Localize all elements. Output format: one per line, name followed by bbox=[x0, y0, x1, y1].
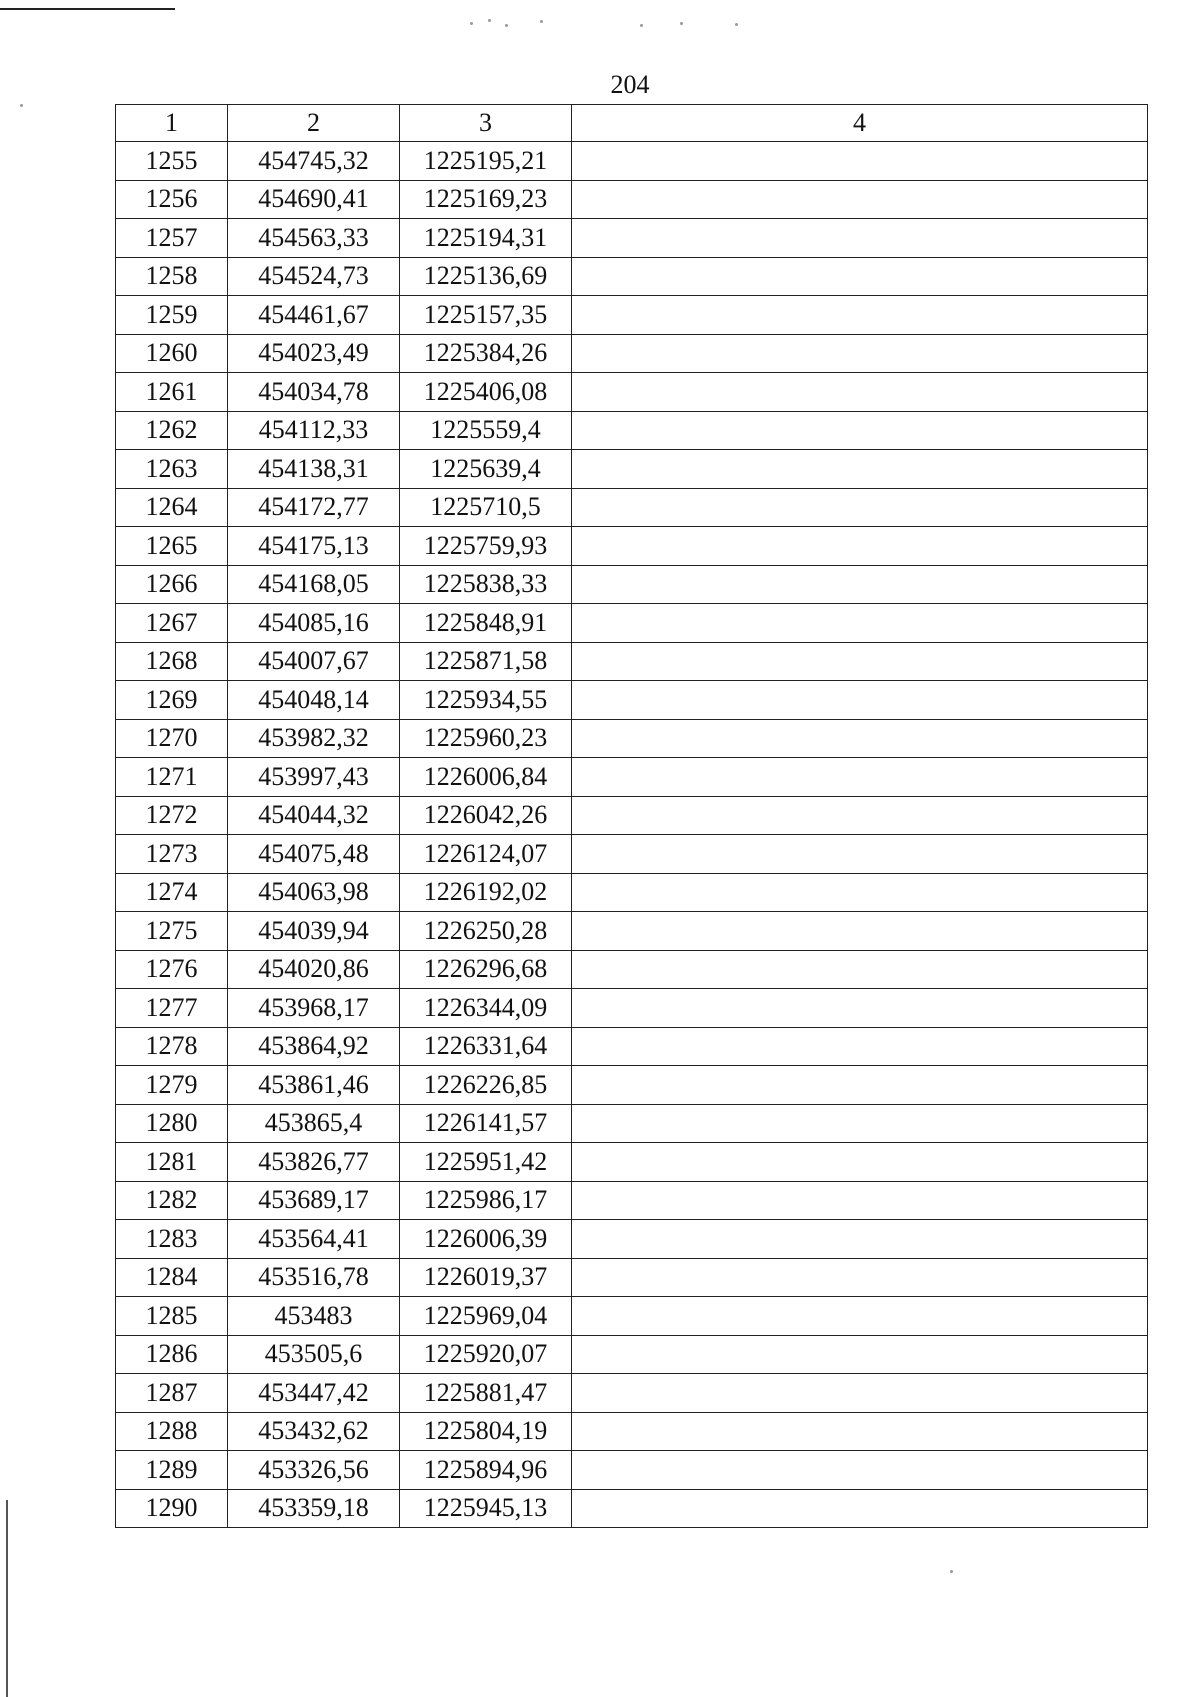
x-coordinate-cell: 454690,41 bbox=[228, 180, 400, 219]
table-row bbox=[116, 1374, 1148, 1413]
y-coordinate-cell: 1225195,21 bbox=[400, 142, 572, 181]
point-number-cell: 1265 bbox=[116, 527, 228, 566]
y-coordinate-cell: 1225710,5 bbox=[400, 488, 572, 527]
point-number-cell: 1272 bbox=[116, 796, 228, 835]
y-coordinate-cell: 1226192,02 bbox=[400, 873, 572, 912]
note-cell bbox=[572, 912, 1148, 951]
y-coordinate-cell: 1225169,23 bbox=[400, 180, 572, 219]
table-header-row bbox=[116, 105, 1148, 142]
note-cell bbox=[572, 1335, 1148, 1374]
note-cell bbox=[572, 1297, 1148, 1336]
coordinates-table bbox=[115, 104, 1148, 1528]
table-row bbox=[116, 373, 1148, 412]
y-coordinate-cell: 1225838,33 bbox=[400, 565, 572, 604]
scan-speck bbox=[640, 24, 643, 27]
y-coordinate-cell: 1225920,07 bbox=[400, 1335, 572, 1374]
y-coordinate-cell: 1225934,55 bbox=[400, 681, 572, 720]
x-coordinate-cell: 454007,67 bbox=[228, 642, 400, 681]
x-coordinate-cell: 454020,86 bbox=[228, 950, 400, 989]
scan-speck bbox=[505, 24, 508, 27]
point-number-cell: 1282 bbox=[116, 1181, 228, 1220]
table-row bbox=[116, 1335, 1148, 1374]
point-number-cell: 1266 bbox=[116, 565, 228, 604]
x-coordinate-cell: 454112,33 bbox=[228, 411, 400, 450]
y-coordinate-cell: 1225951,42 bbox=[400, 1143, 572, 1182]
point-number-cell: 1268 bbox=[116, 642, 228, 681]
point-number-cell: 1259 bbox=[116, 296, 228, 335]
x-coordinate-cell: 454063,98 bbox=[228, 873, 400, 912]
point-number-cell: 1256 bbox=[116, 180, 228, 219]
x-coordinate-cell: 454461,67 bbox=[228, 296, 400, 335]
y-coordinate-cell: 1226250,28 bbox=[400, 912, 572, 951]
scan-speck bbox=[680, 22, 683, 25]
point-number-cell: 1258 bbox=[116, 257, 228, 296]
note-cell bbox=[572, 1181, 1148, 1220]
x-coordinate-cell: 454138,31 bbox=[228, 450, 400, 489]
table-row bbox=[116, 180, 1148, 219]
note-cell bbox=[572, 950, 1148, 989]
x-coordinate-cell: 453864,92 bbox=[228, 1027, 400, 1066]
note-cell bbox=[572, 1258, 1148, 1297]
table-row bbox=[116, 296, 1148, 335]
scan-speck bbox=[950, 1570, 953, 1573]
note-cell bbox=[572, 1104, 1148, 1143]
table-row bbox=[116, 1412, 1148, 1451]
table-row bbox=[116, 1066, 1148, 1105]
x-coordinate-cell: 454039,94 bbox=[228, 912, 400, 951]
x-coordinate-cell: 454168,05 bbox=[228, 565, 400, 604]
table-body bbox=[116, 142, 1148, 1528]
point-number-cell: 1280 bbox=[116, 1104, 228, 1143]
point-number-cell: 1273 bbox=[116, 835, 228, 874]
point-number-cell: 1279 bbox=[116, 1066, 228, 1105]
table-row bbox=[116, 1143, 1148, 1182]
note-cell bbox=[572, 1220, 1148, 1259]
table-row bbox=[116, 334, 1148, 373]
table-row bbox=[116, 989, 1148, 1028]
note-cell bbox=[572, 1143, 1148, 1182]
note-cell bbox=[572, 989, 1148, 1028]
note-cell bbox=[572, 796, 1148, 835]
table-row bbox=[116, 1258, 1148, 1297]
table-row bbox=[116, 950, 1148, 989]
scan-speck bbox=[540, 20, 543, 23]
y-coordinate-cell: 1226124,07 bbox=[400, 835, 572, 874]
x-coordinate-cell: 453982,32 bbox=[228, 719, 400, 758]
y-coordinate-cell: 1226331,64 bbox=[400, 1027, 572, 1066]
y-coordinate-cell: 1226019,37 bbox=[400, 1258, 572, 1297]
column-header-2: 2 bbox=[228, 105, 400, 142]
table-row bbox=[116, 873, 1148, 912]
note-cell bbox=[572, 411, 1148, 450]
note-cell bbox=[572, 219, 1148, 258]
y-coordinate-cell: 1226006,84 bbox=[400, 758, 572, 797]
y-coordinate-cell: 1225639,4 bbox=[400, 450, 572, 489]
note-cell bbox=[572, 296, 1148, 335]
top-left-rule bbox=[0, 8, 175, 10]
x-coordinate-cell: 453865,4 bbox=[228, 1104, 400, 1143]
point-number-cell: 1270 bbox=[116, 719, 228, 758]
table-row bbox=[116, 565, 1148, 604]
x-coordinate-cell: 453689,17 bbox=[228, 1181, 400, 1220]
point-number-cell: 1289 bbox=[116, 1451, 228, 1490]
note-cell bbox=[572, 142, 1148, 181]
x-coordinate-cell: 454175,13 bbox=[228, 527, 400, 566]
left-margin-edge bbox=[6, 1500, 8, 1697]
table-row bbox=[116, 1104, 1148, 1143]
y-coordinate-cell: 1225406,08 bbox=[400, 373, 572, 412]
note-cell bbox=[572, 1451, 1148, 1490]
table-row bbox=[116, 681, 1148, 720]
y-coordinate-cell: 1225384,26 bbox=[400, 334, 572, 373]
x-coordinate-cell: 453326,56 bbox=[228, 1451, 400, 1490]
x-coordinate-cell: 453359,18 bbox=[228, 1489, 400, 1528]
note-cell bbox=[572, 873, 1148, 912]
x-coordinate-cell: 453432,62 bbox=[228, 1412, 400, 1451]
point-number-cell: 1271 bbox=[116, 758, 228, 797]
x-coordinate-cell: 454034,78 bbox=[228, 373, 400, 412]
note-cell bbox=[572, 488, 1148, 527]
y-coordinate-cell: 1225559,4 bbox=[400, 411, 572, 450]
table-row bbox=[116, 796, 1148, 835]
note-cell bbox=[572, 1374, 1148, 1413]
x-coordinate-cell: 453564,41 bbox=[228, 1220, 400, 1259]
point-number-cell: 1275 bbox=[116, 912, 228, 951]
point-number-cell: 1262 bbox=[116, 411, 228, 450]
y-coordinate-cell: 1225194,31 bbox=[400, 219, 572, 258]
y-coordinate-cell: 1225848,91 bbox=[400, 604, 572, 643]
point-number-cell: 1264 bbox=[116, 488, 228, 527]
point-number-cell: 1257 bbox=[116, 219, 228, 258]
table-row bbox=[116, 450, 1148, 489]
y-coordinate-cell: 1226344,09 bbox=[400, 989, 572, 1028]
table-row bbox=[116, 257, 1148, 296]
point-number-cell: 1288 bbox=[116, 1412, 228, 1451]
y-coordinate-cell: 1225986,17 bbox=[400, 1181, 572, 1220]
y-coordinate-cell: 1226042,26 bbox=[400, 796, 572, 835]
table-row bbox=[116, 488, 1148, 527]
y-coordinate-cell: 1225960,23 bbox=[400, 719, 572, 758]
x-coordinate-cell: 454745,32 bbox=[228, 142, 400, 181]
point-number-cell: 1267 bbox=[116, 604, 228, 643]
y-coordinate-cell: 1225759,93 bbox=[400, 527, 572, 566]
table-row bbox=[116, 758, 1148, 797]
point-number-cell: 1255 bbox=[116, 142, 228, 181]
table-row bbox=[116, 1489, 1148, 1528]
x-coordinate-cell: 454524,73 bbox=[228, 257, 400, 296]
table-row bbox=[116, 1027, 1148, 1066]
table-row bbox=[116, 642, 1148, 681]
x-coordinate-cell: 453861,46 bbox=[228, 1066, 400, 1105]
table-row bbox=[116, 1451, 1148, 1490]
y-coordinate-cell: 1226006,39 bbox=[400, 1220, 572, 1259]
point-number-cell: 1284 bbox=[116, 1258, 228, 1297]
point-number-cell: 1276 bbox=[116, 950, 228, 989]
point-number-cell: 1283 bbox=[116, 1220, 228, 1259]
x-coordinate-cell: 453516,78 bbox=[228, 1258, 400, 1297]
y-coordinate-cell: 1226296,68 bbox=[400, 950, 572, 989]
scan-speck bbox=[488, 19, 491, 22]
x-coordinate-cell: 454085,16 bbox=[228, 604, 400, 643]
note-cell bbox=[572, 180, 1148, 219]
x-coordinate-cell: 454172,77 bbox=[228, 488, 400, 527]
note-cell bbox=[572, 257, 1148, 296]
note-cell bbox=[572, 1066, 1148, 1105]
note-cell bbox=[572, 565, 1148, 604]
table-row bbox=[116, 604, 1148, 643]
y-coordinate-cell: 1226226,85 bbox=[400, 1066, 572, 1105]
x-coordinate-cell: 454044,32 bbox=[228, 796, 400, 835]
table-row bbox=[116, 527, 1148, 566]
y-coordinate-cell: 1225945,13 bbox=[400, 1489, 572, 1528]
scan-speck bbox=[20, 104, 23, 107]
note-cell bbox=[572, 1489, 1148, 1528]
point-number-cell: 1260 bbox=[116, 334, 228, 373]
y-coordinate-cell: 1225871,58 bbox=[400, 642, 572, 681]
x-coordinate-cell: 453826,77 bbox=[228, 1143, 400, 1182]
y-coordinate-cell: 1225157,35 bbox=[400, 296, 572, 335]
page-number: 204 bbox=[610, 70, 650, 99]
y-coordinate-cell: 1225136,69 bbox=[400, 257, 572, 296]
x-coordinate-cell: 453447,42 bbox=[228, 1374, 400, 1413]
note-cell bbox=[572, 527, 1148, 566]
note-cell bbox=[572, 373, 1148, 412]
scan-speck bbox=[470, 22, 473, 25]
y-coordinate-cell: 1225804,19 bbox=[400, 1412, 572, 1451]
table-row bbox=[116, 1220, 1148, 1259]
point-number-cell: 1285 bbox=[116, 1297, 228, 1336]
scan-speck bbox=[735, 23, 738, 26]
x-coordinate-cell: 453968,17 bbox=[228, 989, 400, 1028]
point-number-cell: 1261 bbox=[116, 373, 228, 412]
note-cell bbox=[572, 450, 1148, 489]
note-cell bbox=[572, 681, 1148, 720]
table-row bbox=[116, 1297, 1148, 1336]
point-number-cell: 1274 bbox=[116, 873, 228, 912]
x-coordinate-cell: 454048,14 bbox=[228, 681, 400, 720]
point-number-cell: 1269 bbox=[116, 681, 228, 720]
table-row bbox=[116, 219, 1148, 258]
table-row bbox=[116, 142, 1148, 181]
x-coordinate-cell: 453997,43 bbox=[228, 758, 400, 797]
table-row bbox=[116, 835, 1148, 874]
x-coordinate-cell: 454563,33 bbox=[228, 219, 400, 258]
point-number-cell: 1290 bbox=[116, 1489, 228, 1528]
table-row bbox=[116, 719, 1148, 758]
note-cell bbox=[572, 1412, 1148, 1451]
note-cell bbox=[572, 604, 1148, 643]
note-cell bbox=[572, 642, 1148, 681]
note-cell bbox=[572, 334, 1148, 373]
point-number-cell: 1286 bbox=[116, 1335, 228, 1374]
coordinates-table-container bbox=[115, 104, 1147, 1528]
column-header-4: 4 bbox=[572, 105, 1148, 142]
y-coordinate-cell: 1225969,04 bbox=[400, 1297, 572, 1336]
table-row bbox=[116, 912, 1148, 951]
note-cell bbox=[572, 1027, 1148, 1066]
column-header-1: 1 bbox=[116, 105, 228, 142]
column-header-3: 3 bbox=[400, 105, 572, 142]
y-coordinate-cell: 1225894,96 bbox=[400, 1451, 572, 1490]
x-coordinate-cell: 453505,6 bbox=[228, 1335, 400, 1374]
y-coordinate-cell: 1226141,57 bbox=[400, 1104, 572, 1143]
point-number-cell: 1263 bbox=[116, 450, 228, 489]
point-number-cell: 1278 bbox=[116, 1027, 228, 1066]
x-coordinate-cell: 454075,48 bbox=[228, 835, 400, 874]
point-number-cell: 1281 bbox=[116, 1143, 228, 1182]
point-number-cell: 1287 bbox=[116, 1374, 228, 1413]
note-cell bbox=[572, 835, 1148, 874]
note-cell bbox=[572, 719, 1148, 758]
x-coordinate-cell: 453483 bbox=[228, 1297, 400, 1336]
y-coordinate-cell: 1225881,47 bbox=[400, 1374, 572, 1413]
table-row bbox=[116, 1181, 1148, 1220]
note-cell bbox=[572, 758, 1148, 797]
table-row bbox=[116, 411, 1148, 450]
point-number-cell: 1277 bbox=[116, 989, 228, 1028]
x-coordinate-cell: 454023,49 bbox=[228, 334, 400, 373]
